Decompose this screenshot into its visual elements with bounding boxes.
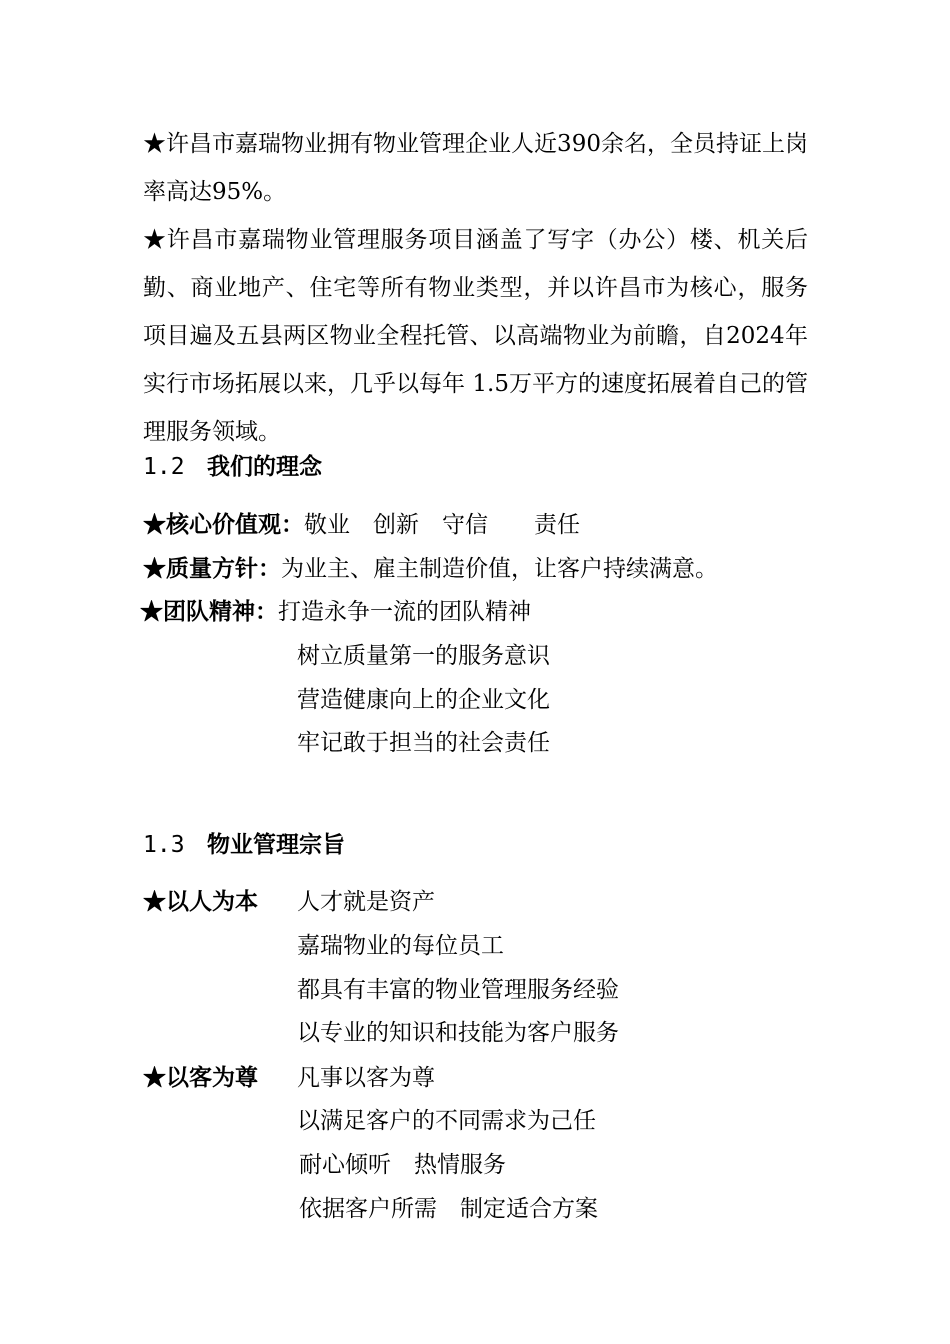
people-oriented-label: ★以人为本 — [143, 888, 258, 915]
people-oriented-item: 人才就是资产 — [297, 889, 435, 915]
team-spirit-item: 牢记敢于担当的社会责任 — [297, 730, 550, 756]
quality-policy-label: ★质量方针： — [143, 555, 281, 582]
team-spirit-label: ★团队精神： — [140, 598, 278, 625]
team-spirit-line — [140, 597, 531, 627]
section-number: 1.2 — [143, 454, 185, 480]
core-values-label: ★核心价值观： — [143, 511, 304, 538]
section-title: 物业管理宗旨 — [207, 831, 345, 858]
people-oriented-item: 嘉瑞物业的每位员工 — [297, 933, 504, 959]
section-number: 1.3 — [143, 832, 185, 858]
customer-first-label: ★以客为尊 — [143, 1064, 258, 1091]
quality-policy-line — [143, 554, 718, 584]
core-values-line — [143, 510, 580, 540]
intro-paragraph-2: ★许昌市嘉瑞物业管理服务项目涵盖了写字（办公）楼、机关后勤、商业地产、住宅等所有物业类型，并以许昌市为核心，服务项目遍及五县两区物业全程托管、以高端物业为前瞻，自2024年实行市场拓展以来，几乎以每年 1.5万平方的速度拓展着自己的管理服务领域。 — [143, 227, 808, 445]
section-title: 我们的理念 — [207, 453, 322, 480]
team-spirit-item: 营造健康向上的企业文化 — [297, 687, 550, 713]
quality-policy-text: 为业主、雇主制造价值，让客户持续满意。 — [281, 556, 718, 582]
section-heading-1-3 — [143, 830, 345, 860]
core-values-text: 敬业 创新 守信 责任 — [304, 512, 580, 538]
intro-paragraph-1: ★许昌市嘉瑞物业拥有物业管理企业人近390余名，全员持证上岗率高达95%。 — [143, 131, 808, 205]
customer-first-item: 依据客户所需 制定适合方案 — [299, 1196, 598, 1222]
customer-first-item: 以满足客户的不同需求为己任 — [297, 1108, 596, 1134]
customer-first-item: 凡事以客为尊 — [297, 1065, 435, 1091]
people-oriented-item: 都具有丰富的物业管理服务经验 — [297, 977, 619, 1003]
customer-first-item: 耐心倾听 热情服务 — [299, 1152, 506, 1178]
team-spirit-text: 打造永争一流的团队精神 — [278, 599, 531, 625]
team-spirit-item: 树立质量第一的服务意识 — [297, 643, 550, 669]
section-heading-1-2 — [143, 452, 322, 482]
people-oriented-item: 以专业的知识和技能为客户服务 — [297, 1020, 619, 1046]
